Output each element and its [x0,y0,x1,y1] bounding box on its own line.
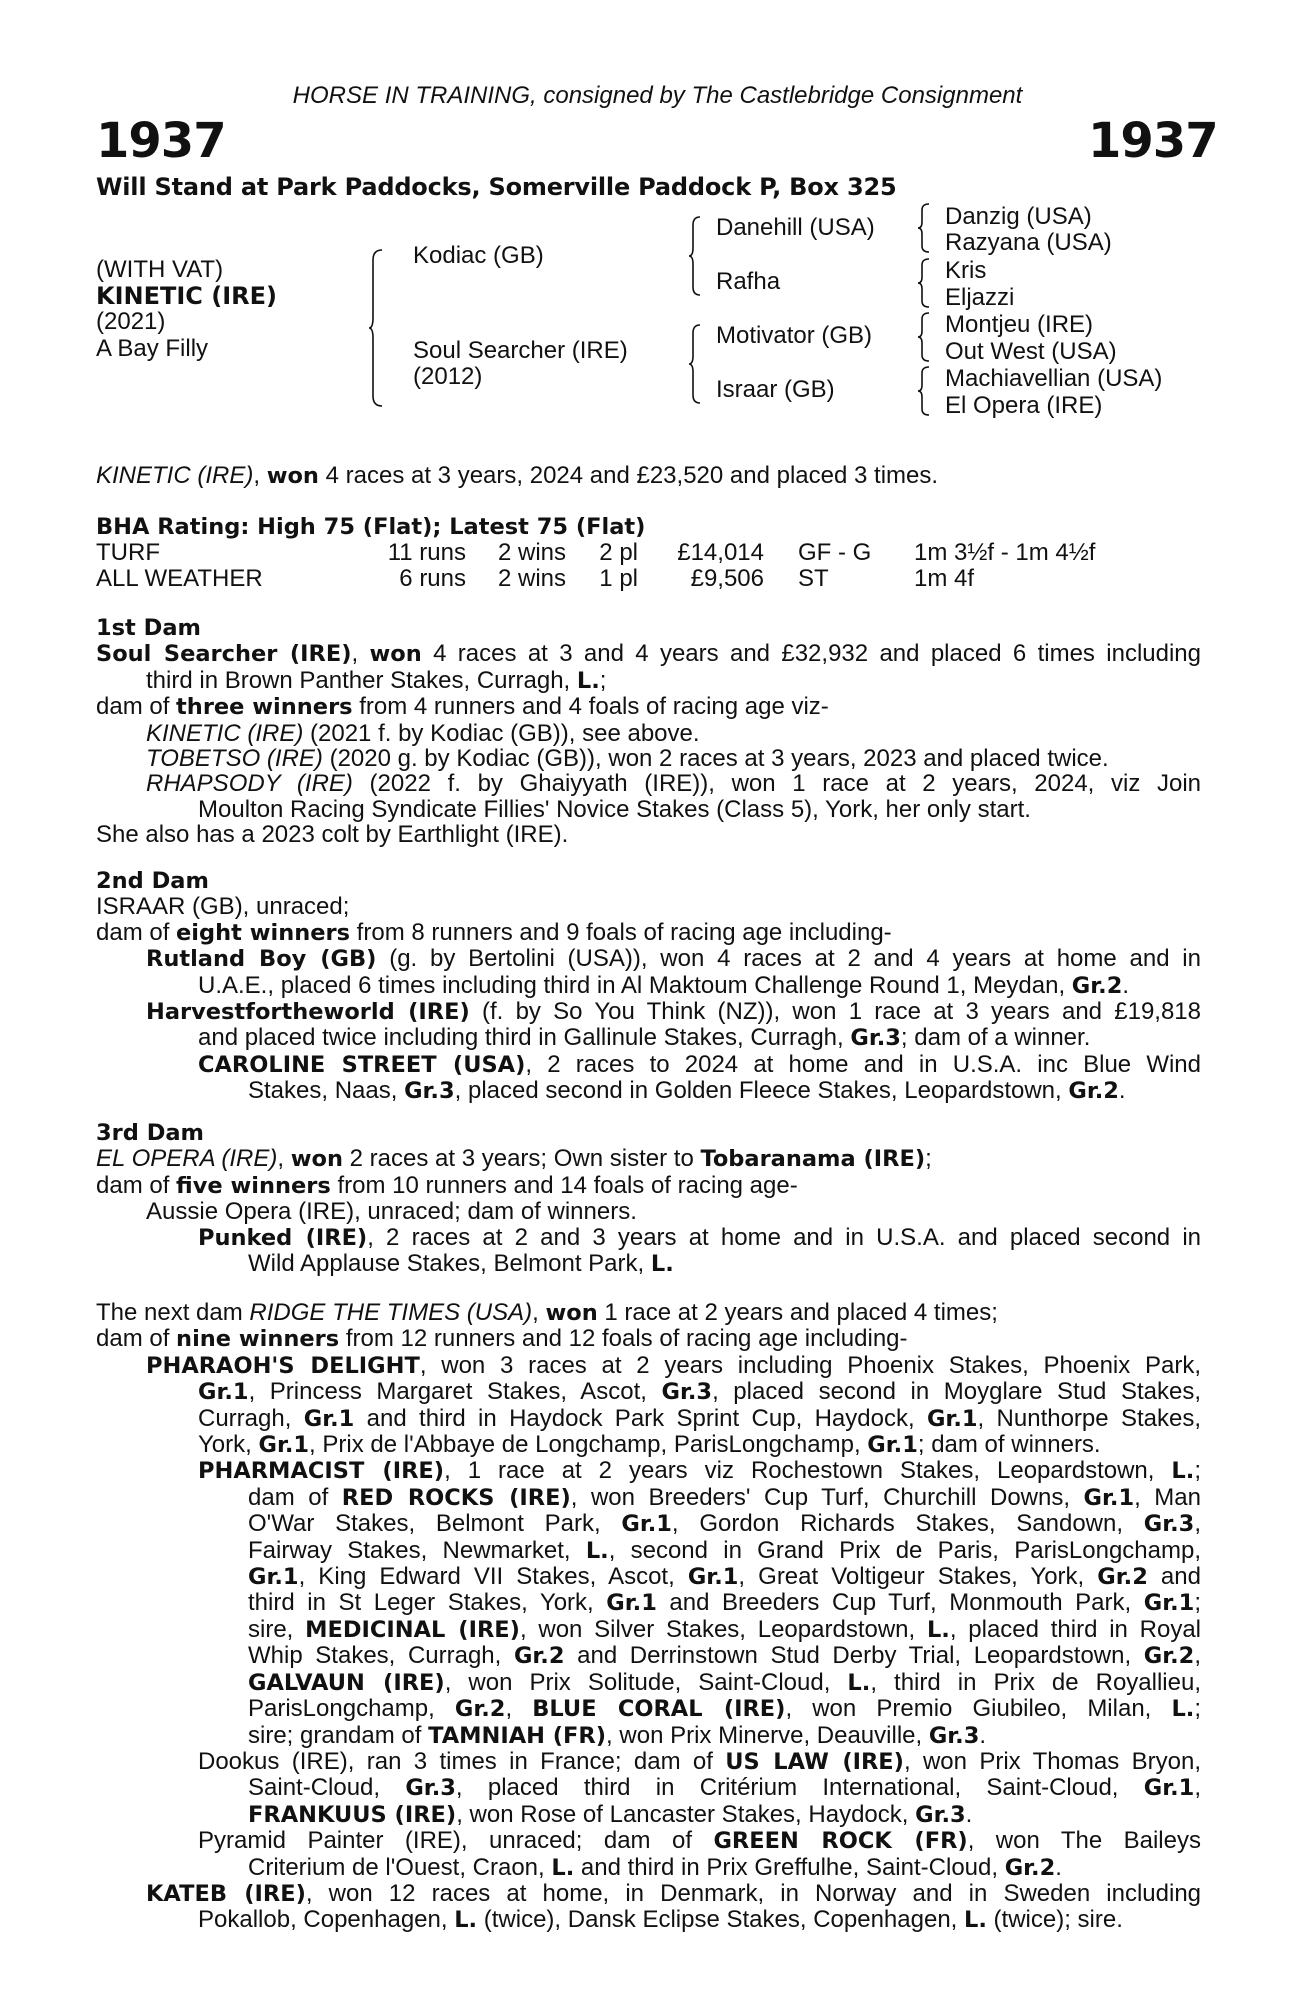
gen3-4: Eljazzi [945,284,1015,311]
pedigree-brace-2a [688,215,702,297]
race-summary: KINETIC (IRE), won 4 races at 3 years, 2024 and £23,520 and placed 3 times. [96,462,939,489]
sire-sire: Danehill (USA) [716,214,875,241]
pedigree-brace-3c [917,311,931,363]
gen3-7: Machiavellian (USA) [945,365,1163,392]
second-dam-section: 2nd Dam ISRAAR (GB), unraced; dam of eight winners from 8 runners and 9 foals of racing age including- Rutland Boy (GB) (g. by Bertolini (USA)), won 4 races at 2 and 4 years at home and in U.A.E., placed 6 times including third in Al Maktoum Challenge Round 1, Meydan, Gr.2. Harvestfortheworld (IRE) (f. by So You Think (NZ)), won 1 race at 3 years and £19,818 and placed twice including third in Gallinule Stakes, Curragh, Gr.3; dam of a winner. CAROLINE STREET (USA), 2 races to 2024 at home and in U.S.A. inc Blue Wind Stakes, Naas, Gr.3, placed second in Golden Fleece Stakes, Leopardstown, Gr.2. [96,868,1202,1105]
horse-year: (2021) [96,308,166,335]
section-heading: 3rd Dam [96,1120,204,1146]
rating-table [96,540,1095,591]
gen3-3: Kris [945,257,987,284]
horse-name: KINETIC (IRE) [96,282,278,310]
table-row: TURF 11 runs 2 wins 2 pl £14,014 GF - G 1m 3½f - 1m 4½f [96,539,1096,567]
catalogue-header: HORSE IN TRAINING, consigned by The Castlebridge Consignment [292,82,1023,109]
vat-note: (WITH VAT) [96,256,224,283]
rating-title: BHA Rating: High 75 (Flat); Latest 75 (Flat) [96,514,646,540]
pedigree-brace-3d [917,365,931,417]
dam: Soul Searcher (IRE) [413,337,628,364]
next-dam-section: The next dam RIDGE THE TIMES (USA), won 1 race at 2 years and placed 4 times; dam of nine winners from 12 runners and 12 foals of racing age including- PHARAOH'S DELIGHT, won 3 races at 2 years including Phoenix Stakes, Phoenix Park, Gr.1, Princess Margaret Stakes, Ascot, Gr.3, placed second in Moyglare Stud Stakes, Curragh, Gr.1 and third in Haydock Park Sprint Cup, Haydock, Gr.1, Nunthorpe Stakes, York, Gr.1, Prix de l'Abbaye de Longchamp, ParisLongchamp, Gr.1; dam of winners. PHARMACIST (IRE), 1 race at 2 years viz Rochestown Stakes, Leopardstown, L.; dam of RED ROCKS (IRE), won Breeders' Cup Turf, Churchill Downs, Gr.1, Man O'War Stakes, Belmont Park, Gr.1, Gordon Richards Stakes, Sandown, Gr.3, Fairway Stakes, Newmarket, L., second in Grand Prix de Paris, ParisLongchamp, Gr.1, King Edward VII Stakes, Ascot, Gr.1, Great Voltigeur Stakes, York, Gr.2 and third in St Leger Stakes, York, Gr.1 and Breeders Cup Turf, Monmouth Park, Gr.1; sire, MEDICINAL (IRE), won Silver Stakes, Leopardstown, L., placed third in Royal Whip Stakes, Curragh, Gr.2 and Derrinstown Stud Derby Trial, Leopardstown, Gr.2, GALVAUN (IRE), won Prix Solitude, Saint-Cloud, L., third in Prix de Royallieu, ParisLongchamp, Gr.2, BLUE CORAL (IRE), won Premio Giubileo, Milan, L.; sire; grandam of TAMNIAH (FR), won Prix Minerve, Deauville, Gr.3. Dookus (IRE), ran 3 times in France; dam of US LAW (IRE), won Prix Thomas Bryon, Saint-Cloud, Gr.3, placed third in Critérium International, Saint-Cloud, Gr.1, FRANKUUS (IRE), won Rose of Lancaster Stakes, Haydock, Gr.3. Pyramid Painter (IRE), unraced; dam of GREEN ROCK (FR), won The Baileys Criterium de l'Ouest, Craon, L. and third in Prix Greffulhe, Saint-Cloud, Gr.2. KATEB (IRE), won 12 races at home, in Denmark, in Norway and in Sweden including Pokallob, Copenhagen, L. (twice), Dansk Eclipse Stakes, Copenhagen, L. (twice); sire. [96,1299,1202,1934]
dam-year: (2012) [413,363,483,390]
dam-dam: Israar (GB) [716,376,835,403]
table-row: ALL WEATHER 6 runs 2 wins 1 pl £9,506 ST 1m 4f [96,564,975,592]
dam-sire: Motivator (GB) [716,322,873,349]
third-dam-section: 3rd Dam EL OPERA (IRE), won 2 races at 3 years; Own sister to Tobaranama (IRE); dam of five winners from 10 runners and 14 foals of racing age- Aussie Opera (IRE), unraced; dam of winners. Punked (IRE), 2 races at 2 and 3 years at home and in U.S.A. and placed second in Wild Applause Stakes, Belmont Park, L. [96,1120,1201,1278]
rating-block [96,514,1201,591]
pedigree-brace-3a [917,202,931,254]
gen3-8: El Opera (IRE) [945,392,1103,419]
stand-location: Will Stand at Park Paddocks, Somerville Paddock P, Box 325 [96,173,897,201]
lot-number-left: 1937 [96,113,226,169]
first-dam-section: 1st Dam Soul Searcher (IRE), won 4 races at 3 and 4 years and £32,932 and placed 6 times including third in Brown Panther Stakes, Curragh, L.; dam of three winners from 4 runners and 4 foals of racing age viz- KINETIC (IRE) (2021 f. by Kodiac (GB)), see above. TOBETSO (IRE) (2020 g. by Kodiac (GB)), won 2 races at 3 years, 2023 and placed twice. RHAPSODY (IRE) (2022 f. by Ghaiyyath (IRE)), won 1 race at 2 years, 2024, viz Join Moulton Racing Syndicate Fillies' Novice Stakes (Class 5), York, her only start. She also has a 2023 colt by Earthlight (IRE). [96,615,1202,849]
horse-sex: A Bay Filly [96,335,209,362]
section-heading: 2nd Dam [96,868,209,894]
pedigree-brace-1 [368,248,384,408]
pedigree-brace-2b [688,323,702,405]
gen3-5: Montjeu (IRE) [945,311,1094,338]
lot-number-right: 1937 [1088,113,1218,169]
sire-dam: Rafha [716,268,781,295]
section-heading: 1st Dam [96,615,201,641]
gen3-1: Danzig (USA) [945,203,1092,230]
gen3-6: Out West (USA) [945,338,1117,365]
sire: Kodiac (GB) [413,242,544,269]
gen3-2: Razyana (USA) [945,229,1112,256]
pedigree-brace-3b [917,257,931,309]
